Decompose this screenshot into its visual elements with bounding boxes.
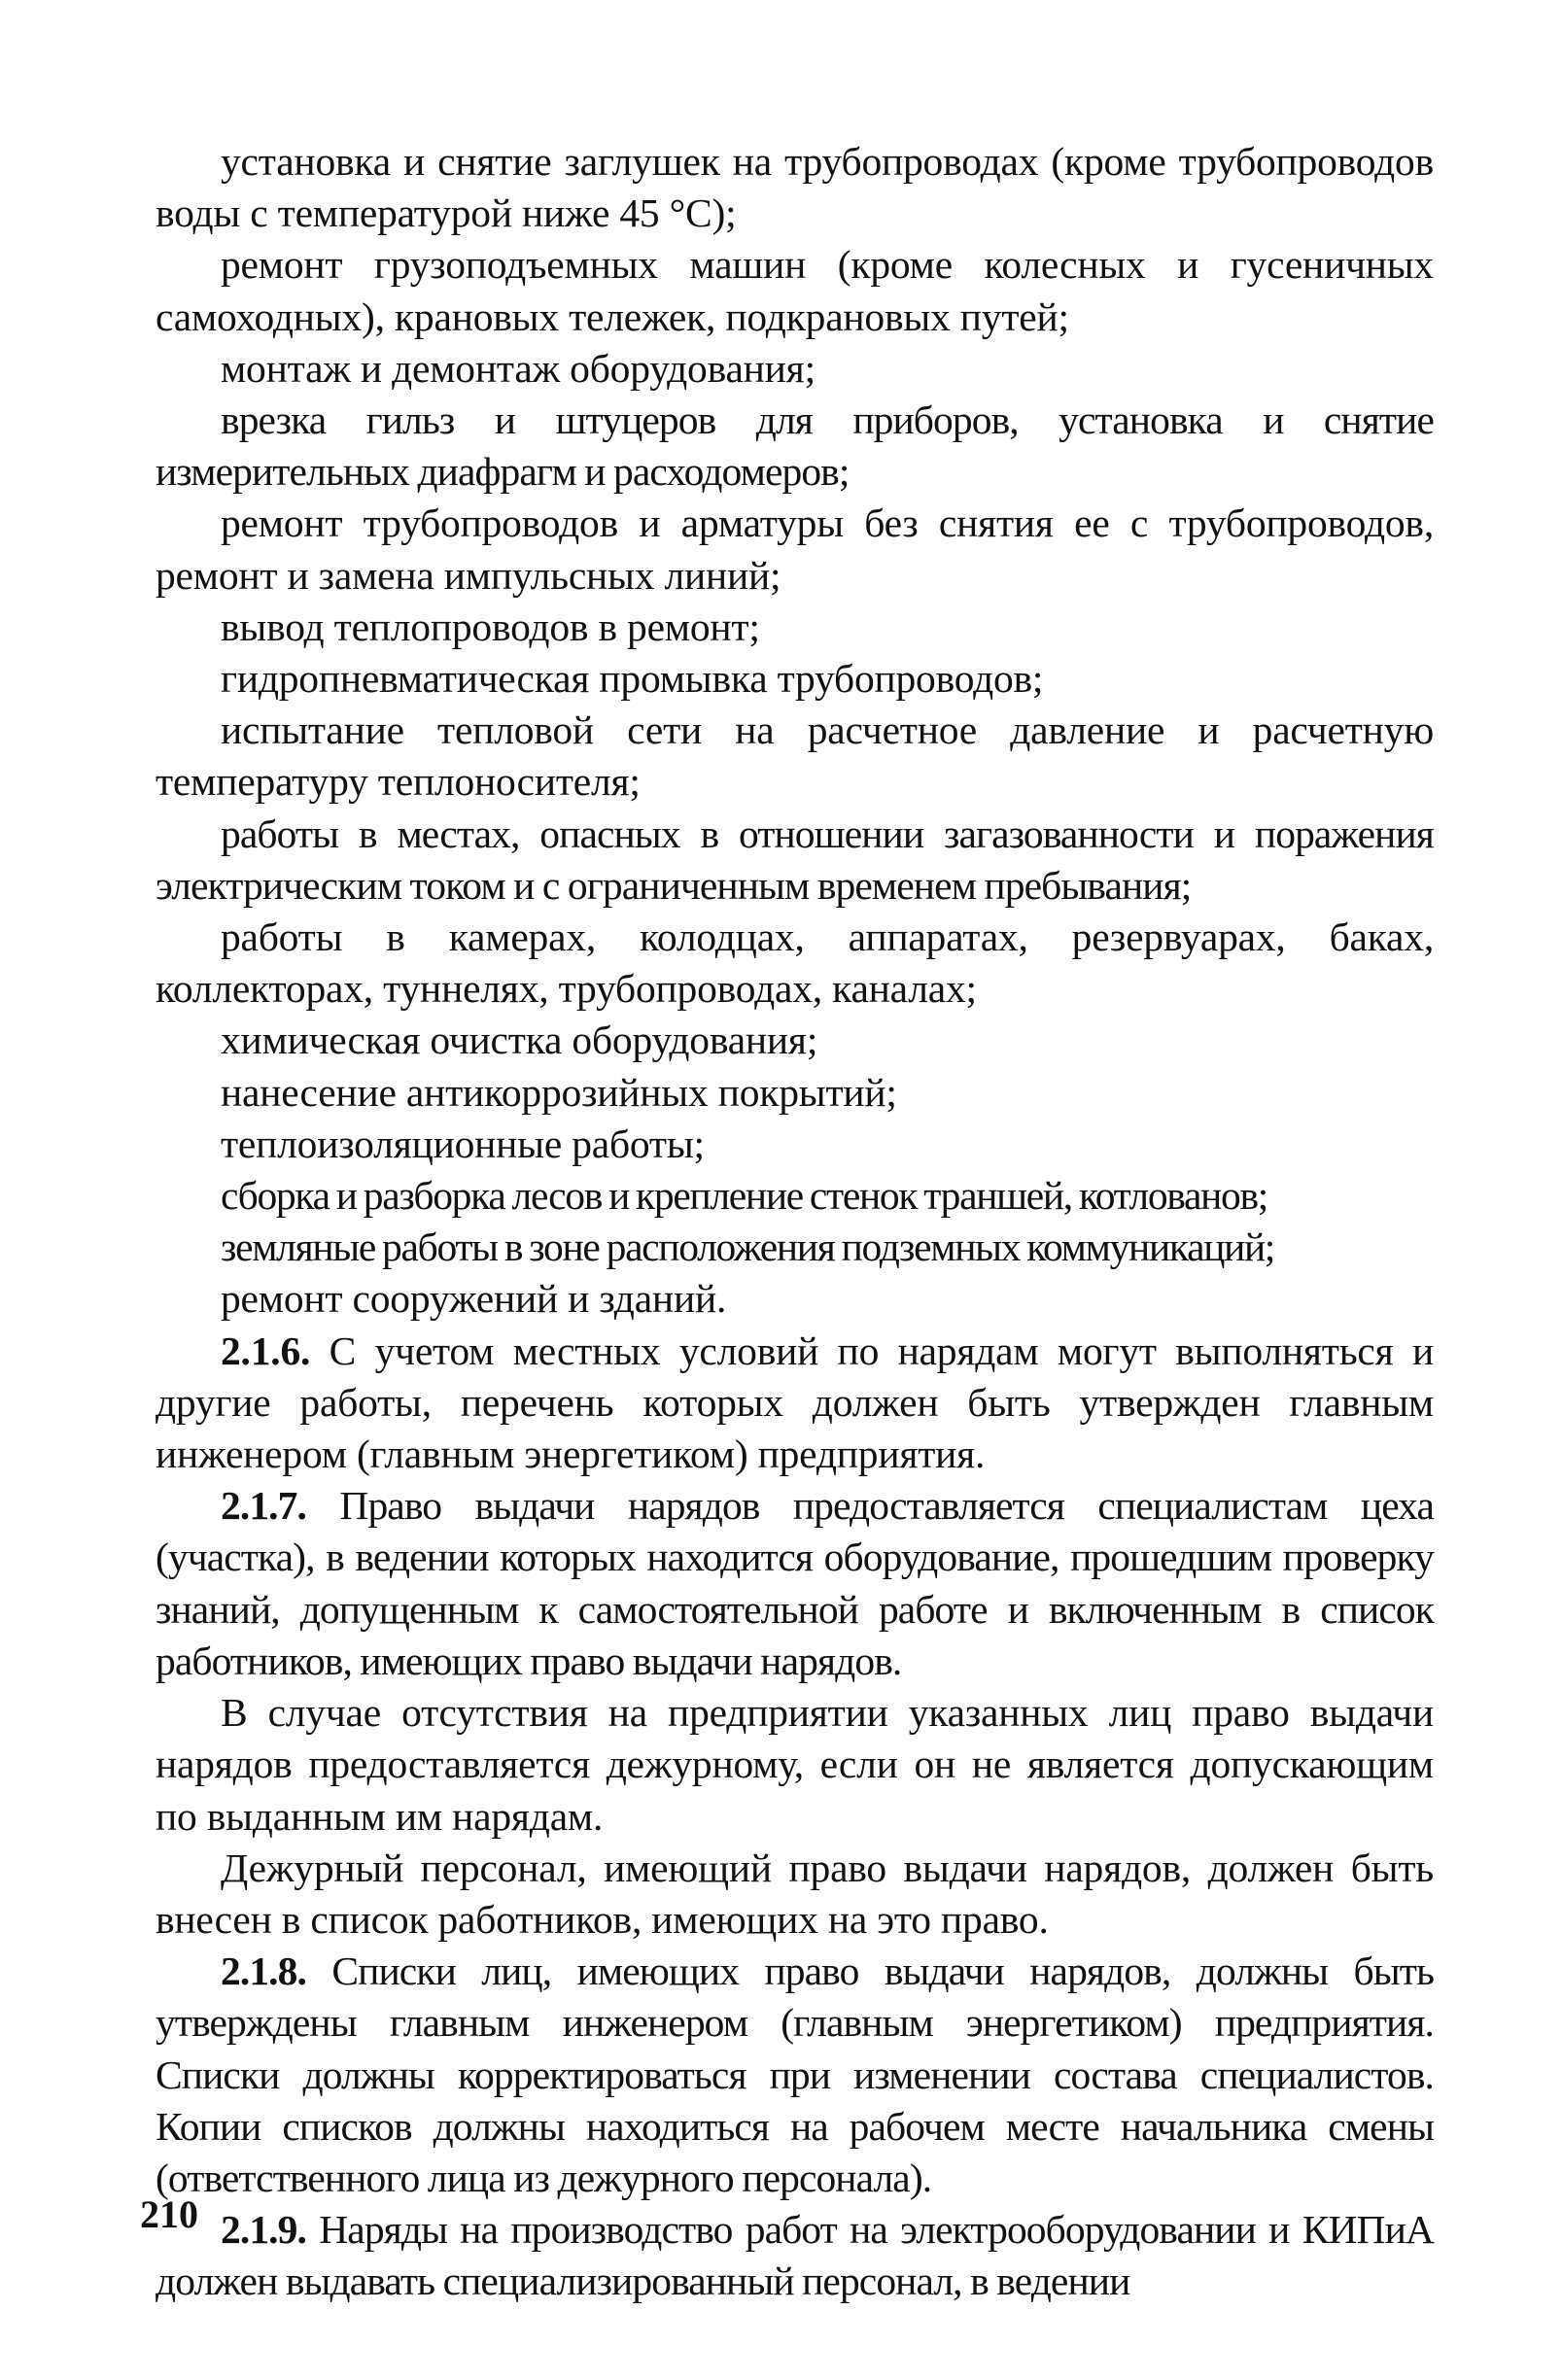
paragraph-6: вывод теплопроводов в ремонт;: [221, 604, 760, 649]
paragraph-14: сборка и разборка лесов и крепление стенок траншей, котлованов;: [221, 1173, 1268, 1219]
paragraph-7: гидропневматическая промывка трубопроводов;: [221, 656, 1044, 702]
section-number: 2.1.6.: [221, 1328, 311, 1373]
section-2-1-7: 2.1.7. Право выдачи нарядов предоставляется специалистам цеха (участка), в ведении которых находится оборудование, прошедшим проверку знаний, допущенным к самостоятельной работе и включенным в список работников, имеющих право выдачи нарядов.: [156, 1483, 1434, 1683]
section-2-1-9: 2.1.9. Наряды на производство работ на электрооборудовании и КИПиА должен выдавать специализированный персонал, в ведении: [156, 2207, 1434, 2304]
paragraph-20: Дежурный персонал, имеющий право выдачи нарядов, должен быть внесен в список работников, имеющих на это право.: [156, 1845, 1434, 1942]
paragraph-5: ремонт трубопроводов и арматуры без снятия ее с трубопроводов, ремонт и замена импульсных линий;: [156, 500, 1434, 598]
page-number: 210: [140, 2192, 198, 2236]
paragraph-3: монтаж и демонтаж оборудования;: [221, 345, 816, 391]
section-number: 2.1.7.: [221, 1483, 306, 1529]
paragraph-15: земляные работы в зоне расположения подземных коммуникаций;: [221, 1224, 1275, 1270]
paragraph-1: установка и снятие заглушек на трубопроводах (кроме трубопроводов воды с температурой ниже 45 °С);: [156, 139, 1434, 236]
paragraph-11: химическая очистка оборудования;: [221, 1018, 818, 1063]
section-number: 2.1.8.: [221, 1949, 306, 1994]
paragraph-16: ремонт сооружений и зданий.: [221, 1276, 727, 1322]
paragraph-19: В случае отсутствия на предприятии указанных лиц право выдачи нарядов предоставляется дежурному, если он не является допускающим по выданным им нарядам.: [156, 1690, 1434, 1839]
section-2-1-6: 2.1.6. С учетом местных условий по нарядам могут выполняться и другие работы, перечень которых должен быть утвержден главным инженером (главным энергетиком) предприятия.: [156, 1328, 1434, 1477]
paragraph-9: работы в местах, опасных в отношении загазованности и поражения электрическим током и с ограниченным временем пребывания;: [156, 811, 1434, 908]
paragraph-12: нанесение антикоррозийных покрытий;: [221, 1069, 897, 1115]
section-2-1-8: 2.1.8. Списки лиц, имеющих право выдачи нарядов, должны быть утверждены главным инженером (главным энергетиком) предприятия. Списки должны корректироваться при изменении состава специалистов. Копии списков должны находиться на рабочем месте начальника смены (ответственного лица из дежурного персонала).: [156, 1949, 1434, 2200]
paragraph-4: врезка гильз и штуцеров для приборов, установка и снятие измерительных диафрагм и расходомеров;: [156, 397, 1434, 495]
paragraph-13: теплоизоляционные работы;: [221, 1121, 705, 1166]
page-body: [156, 136, 1434, 2308]
paragraph-8: испытание тепловой сети на расчетное давление и расчетную температуру теплоносителя;: [156, 707, 1434, 805]
paragraph-2: ремонт грузоподъемных машин (кроме колесных и гусеничных самоходных), крановых тележек, подкрановых путей;: [156, 242, 1434, 339]
section-number: 2.1.9.: [221, 2207, 306, 2253]
paragraph-10: работы в камерах, колодцах, аппаратах, резервуарах, баках, коллекторах, туннелях, трубопроводах, каналах;: [156, 914, 1434, 1012]
